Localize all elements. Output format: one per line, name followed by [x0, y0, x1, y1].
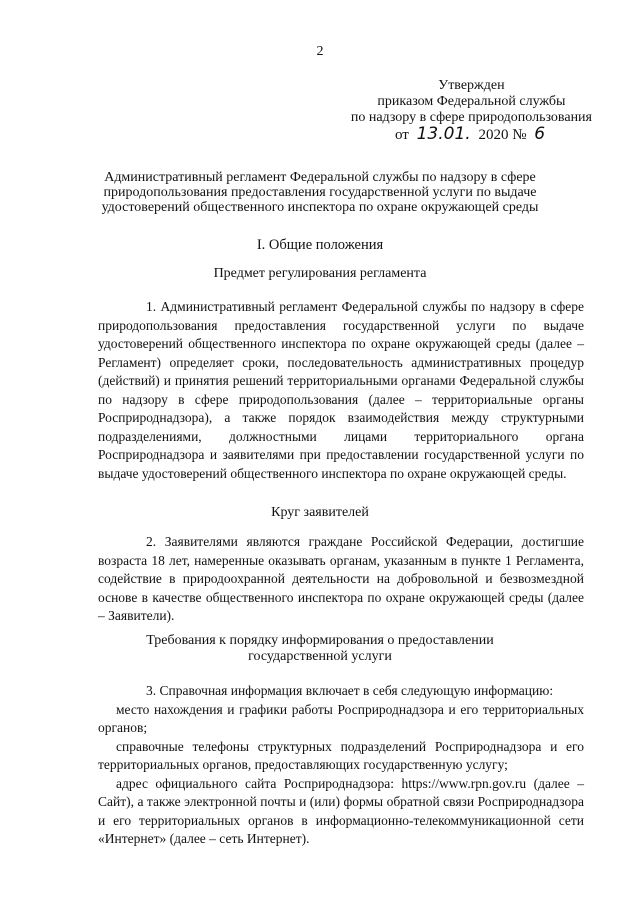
- paragraph-3-item-2: справочные телефоны структурных подразделений Росприроднадзора и его территориальных органов, предоставляющих государственную услугу;: [98, 738, 584, 772]
- paragraph-3-item-3: адрес официального сайта Росприроднадзора: https://www.rpn.gov.ru (далее – Сайт), а также электронной почты и (или) формы обратной связи Росприроднадзора и его территориальных органов в информационно-телекоммуникационной сети «Интернет» (далее – сеть Интернет).: [98, 775, 584, 846]
- document-title: Административный регламент Федеральной службы по надзору в сфере природопользования предоставления государственной услуги по выдаче удостоверений общественного инспектора по охране окружающей среды: [101, 170, 539, 215]
- date-handwritten: 13.01.: [416, 124, 471, 144]
- order-number-handwritten: 6: [534, 124, 546, 144]
- info-heading-line-1: Требования к порядку информирования о предоставлении: [146, 633, 494, 648]
- paragraph-2: 2. Заявителями являются граждане Российской Федерации, достигшие возраста 18 лет, намеренные оказывать органам, указанным в пункте 1 Регламента, содействие в природоохранной деятельности на добровольной и безвозмездной основе в качестве общественного инспектора по охране окружающей среды (далее – Заявители).: [98, 534, 584, 623]
- subsection-heading-info: [0, 633, 640, 665]
- subsection-heading-applicants: Круг заявителей: [271, 505, 369, 520]
- paragraph-1: 1. Административный регламент Федеральной службы по надзору в сфере природопользования предоставления государственной услуги по выдаче удостоверений общественного инспектора по охране окружающей среды (далее – Регламент) определяет сроки, последовательность административных процедур (действий) и принятия решений территориальными органами Федеральной службы по надзору в сфере природопользования (далее – территориальные органы Росприроднадзора), а также порядок взаимодействия между структурными подразделениями, должностными лицами территориального органа Росприроднадзора и заявителями при предоставлении государственной услуги по выдаче удостоверений общественного инспектора по охране окружающей среды.: [98, 299, 584, 481]
- approval-line-2: приказом Федеральной службы: [377, 94, 566, 109]
- approval-stamp: [351, 78, 592, 126]
- approval-date: [395, 124, 549, 144]
- info-heading-line-2: государственной услуги: [248, 649, 392, 664]
- page-number: 2: [316, 44, 324, 59]
- date-prefix: от: [395, 127, 409, 143]
- paragraph-3-intro: 3. Справочная информация включает в себя следующую информацию:: [146, 683, 554, 698]
- subsection-heading-subject: Предмет регулирования регламента: [213, 266, 427, 281]
- paragraph-3-item-1: место нахождения и графики работы Росприроднадзора и его территориальных органов;: [98, 701, 584, 735]
- date-year: 2020 №: [478, 127, 527, 143]
- section-heading: I. Общие положения: [256, 237, 384, 253]
- paragraph-3: [98, 682, 584, 849]
- approval-line-1: Утвержден: [438, 78, 505, 93]
- approval-line-3: по надзору в сфере природопользования: [350, 110, 592, 125]
